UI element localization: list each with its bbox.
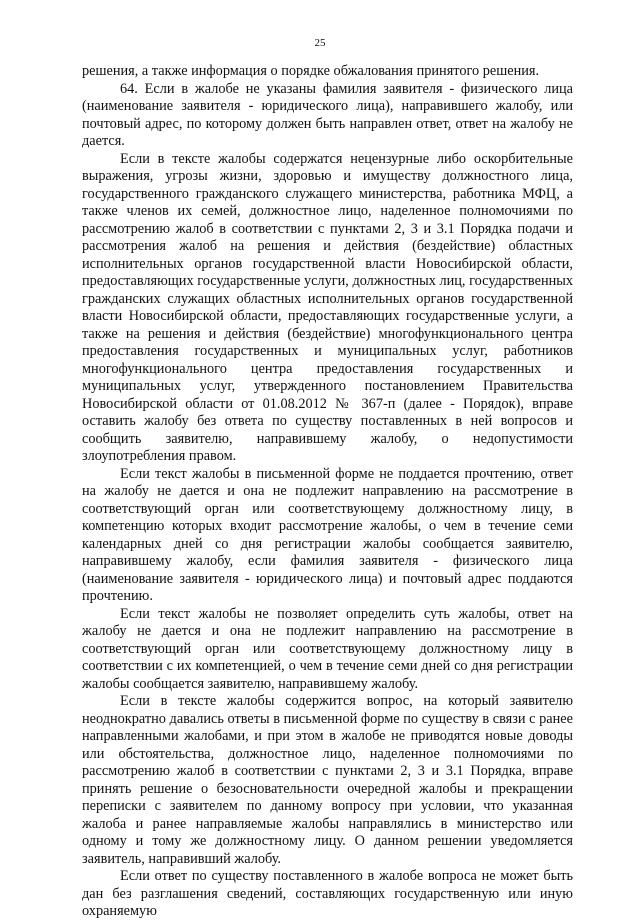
paragraph-offensive-content: Если в тексте жалобы содержатся нецензурные либо оскорбительные выражения, угрозы жизни, здоровью и имуществу должностного лица, государственного гражданского служащего министерства, работника МФЦ, а также членов их семей, должностное лицо, наделенное полномочиями по рассмотрению жалоб в соответствии с пунктами 2, 3 и 3.1 Порядка подачи и рассмотрения жалоб на решения и действия (бездействие) областных исполнительных органов государственной власти Новосибирской области, предоставляющих государственные услуги, должностных лиц, государственных гражданских служащих областных исполнительных органов государственной власти Новосибирской области, предоставляющих государственные услуги, а также на решения и действия (бездействие) многофункционального центра предоставления государственных и муниципальных услуг, работников многофункционального центра предоставления государственных и муниципальных услуг, утвержденного постановлением Правительства Новосибирской области от 01.08.2012 № 367-п (далее - Порядок), вправе оставить жалобу без ответа по существу поставленных в ней вопросов и сообщить заявителю, направившему жалобу, о недопустимости злоупотребления правом. <box>82 150 573 464</box>
paragraph-continuation: решения, а также информация о порядке обжалования принятого решения. <box>82 63 540 79</box>
page-number: 25 <box>314 37 326 49</box>
document-body <box>82 63 573 921</box>
paragraph-item-64: 64. Если в жалобе не указаны фамилия заявителя - физического лица (наименование заявителя - юридического лица), направившего жалобу, или почтовый адрес, по которому должен быть направлен ответ, ответ на жалобу не дается. <box>82 80 573 149</box>
paragraph-secret-information: Если ответ по существу поставленного в жалобе вопроса не может быть дан без разглашения сведений, составляющих государственную или иную охраняемую <box>82 868 573 919</box>
paragraph-repeated-question: Если в тексте жалобы содержится вопрос, на который заявителю неоднократно давались ответы в письменной форме по существу в связи с ранее направленными жалобами, и при этом в жалобе не приводятся новые доводы или обстоятельства, должностное лицо, наделенное полномочиями по рассмотрению жалоб в соответствии с пунктами 2, 3 и 3.1 Порядка, вправе принять решение о безосновательности очередной жалобы и прекращении переписки с заявителем по данному вопросу при условии, что указанная жалоба и ранее направляемые жалобы направлялись в министерство или одному и тому же должностному лицу. О данном решении уведомляется заявитель, направивший жалобу. <box>82 693 573 867</box>
paragraph-unclear-essence: Если текст жалобы не позволяет определить суть жалобы, ответ на жалобу не дается и она не подлежит направлению на рассмотрение в соответствующий орган или соответствующему должностному лицу в соответствии с их компетенцией, о чем в течение семи дней со дня регистрации жалобы сообщается заявителю, направившему жалобу. <box>82 605 573 692</box>
paragraph-unreadable-text: Если текст жалобы в письменной форме не поддается прочтению, ответ на жалобу не дается и она не подлежит направлению на рассмотрение в соответствующий орган или соответствующему должностному лицу, в компетенцию которых входит рассмотрение жалобы, о чем в течение семи календарных дней со дня регистрации жалобы сообщается заявителю, направившему жалобу, если фамилия заявителя - физического лица (наименование заявителя - юридического лица) и почтовый адрес поддаются прочтению. <box>82 465 573 604</box>
